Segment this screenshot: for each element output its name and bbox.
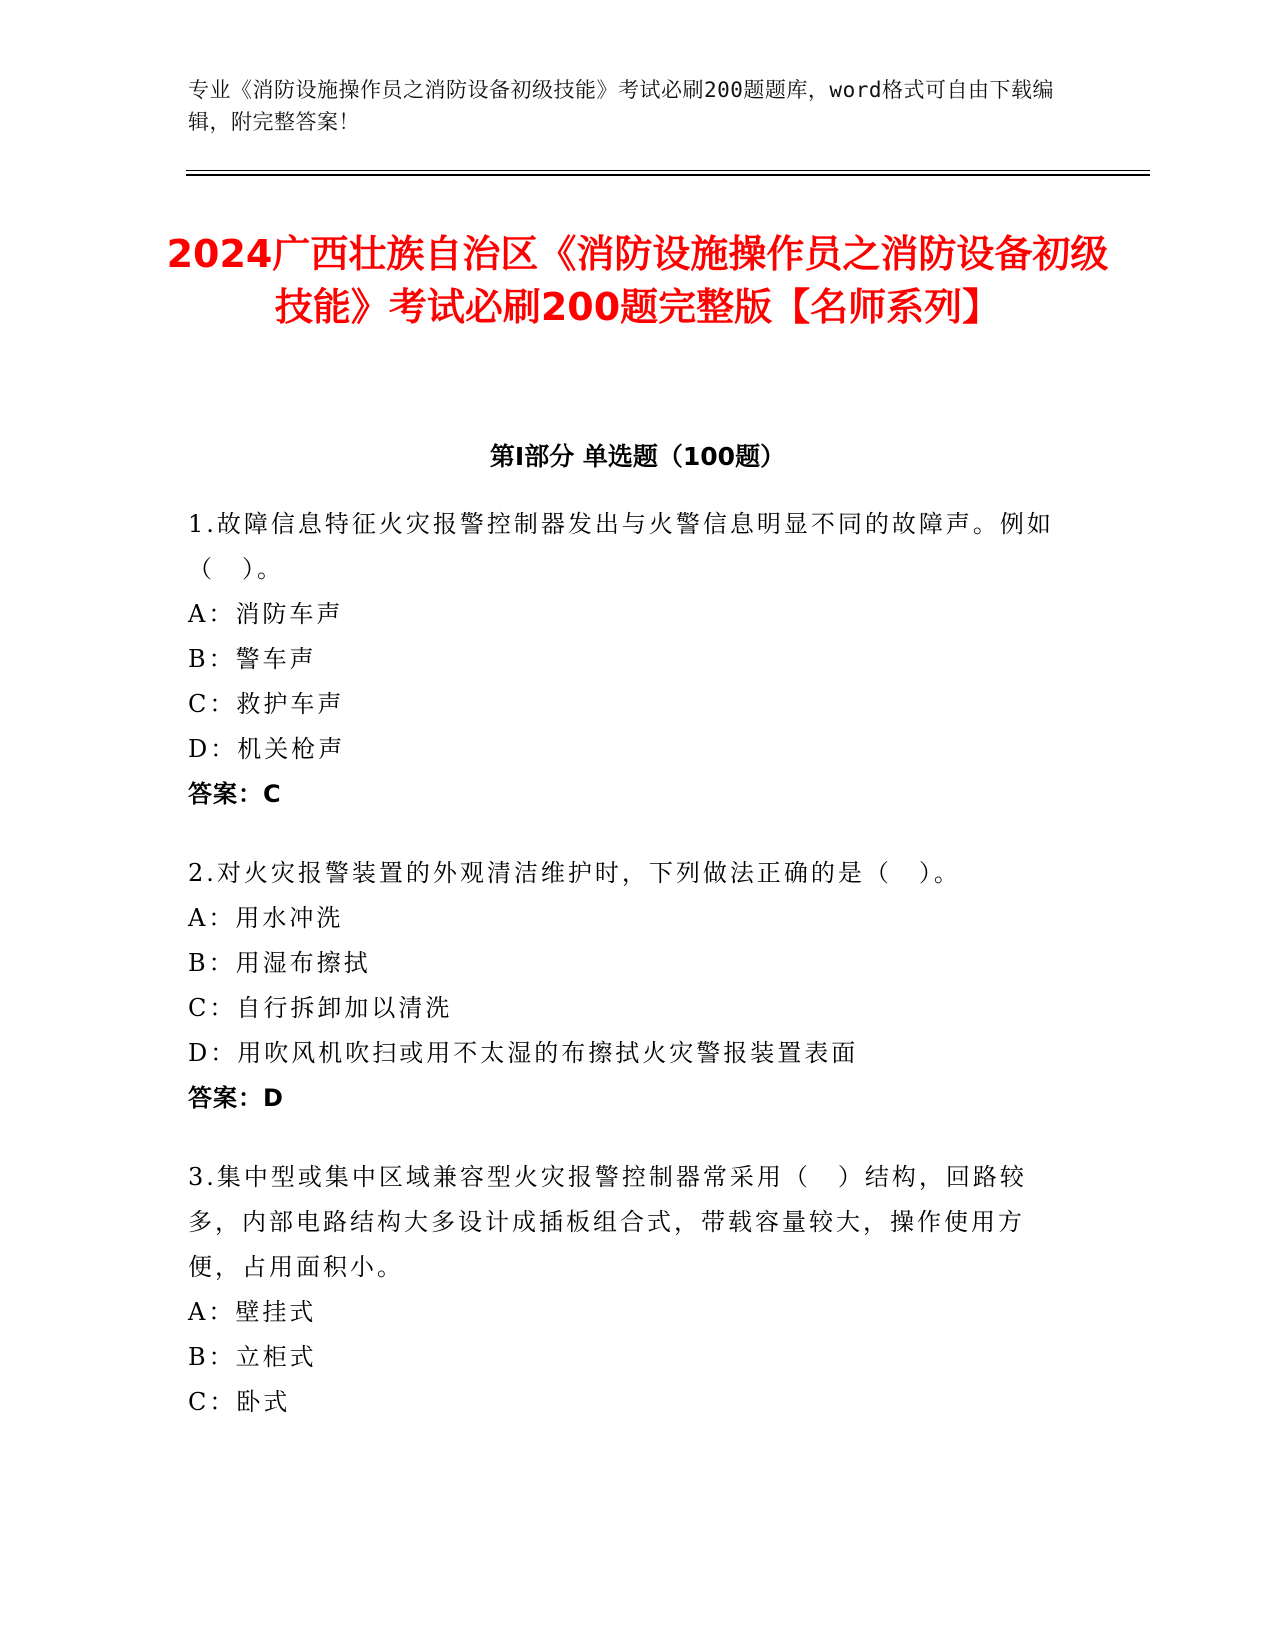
option-b: B：用湿布擦拭: [188, 949, 371, 977]
question-1: [188, 502, 1068, 817]
answer: 答案：D: [188, 1084, 284, 1112]
option-b: B：警车声: [188, 645, 317, 673]
question-text: 3.集中型或集中区域兼容型火灾报警控制器常采用（ ）结构，回路较多，内部电路结构大多设计成插板组合式，带载容量较大，操作使用方便，占用面积小。: [188, 1163, 1027, 1281]
header-note: 专业《消防设施操作员之消防设备初级技能》考试必刷200题题库，word格式可自由下载编辑，附完整答案！: [188, 78, 1054, 134]
option-a: A：用水冲洗: [188, 904, 344, 932]
option-d: D：机关枪声: [188, 735, 346, 763]
answer: 答案：C: [188, 780, 282, 808]
option-c: C：自行拆卸加以清洗: [188, 994, 453, 1022]
question-3: [188, 1155, 1068, 1425]
document-title: 2024广西壮族自治区《消防设施操作员之消防设备初级技能》考试必刷200题完整版【名师系列】: [166, 232, 1109, 329]
option-d: D：用吹风机吹扫或用不太湿的布擦拭火灾警报装置表面: [188, 1039, 859, 1067]
header-divider-thick: [186, 174, 1150, 176]
header-divider-thin: [186, 170, 1150, 171]
option-a: A：壁挂式: [188, 1298, 317, 1326]
option-a: A：消防车声: [188, 600, 344, 628]
question-2: [188, 851, 1068, 1121]
option-c: C：救护车声: [188, 690, 345, 718]
option-c: C：卧式: [188, 1388, 291, 1416]
option-b: B：立柜式: [188, 1343, 317, 1371]
question-text: 1.故障信息特征火灾报警控制器发出与火警信息明显不同的故障声。例如（ ）。: [188, 510, 1054, 583]
section-heading: 第I部分 单选题（100题）: [489, 442, 786, 471]
question-text: 2.对火灾报警装置的外观清洁维护时，下列做法正确的是（ ）。: [188, 859, 961, 887]
